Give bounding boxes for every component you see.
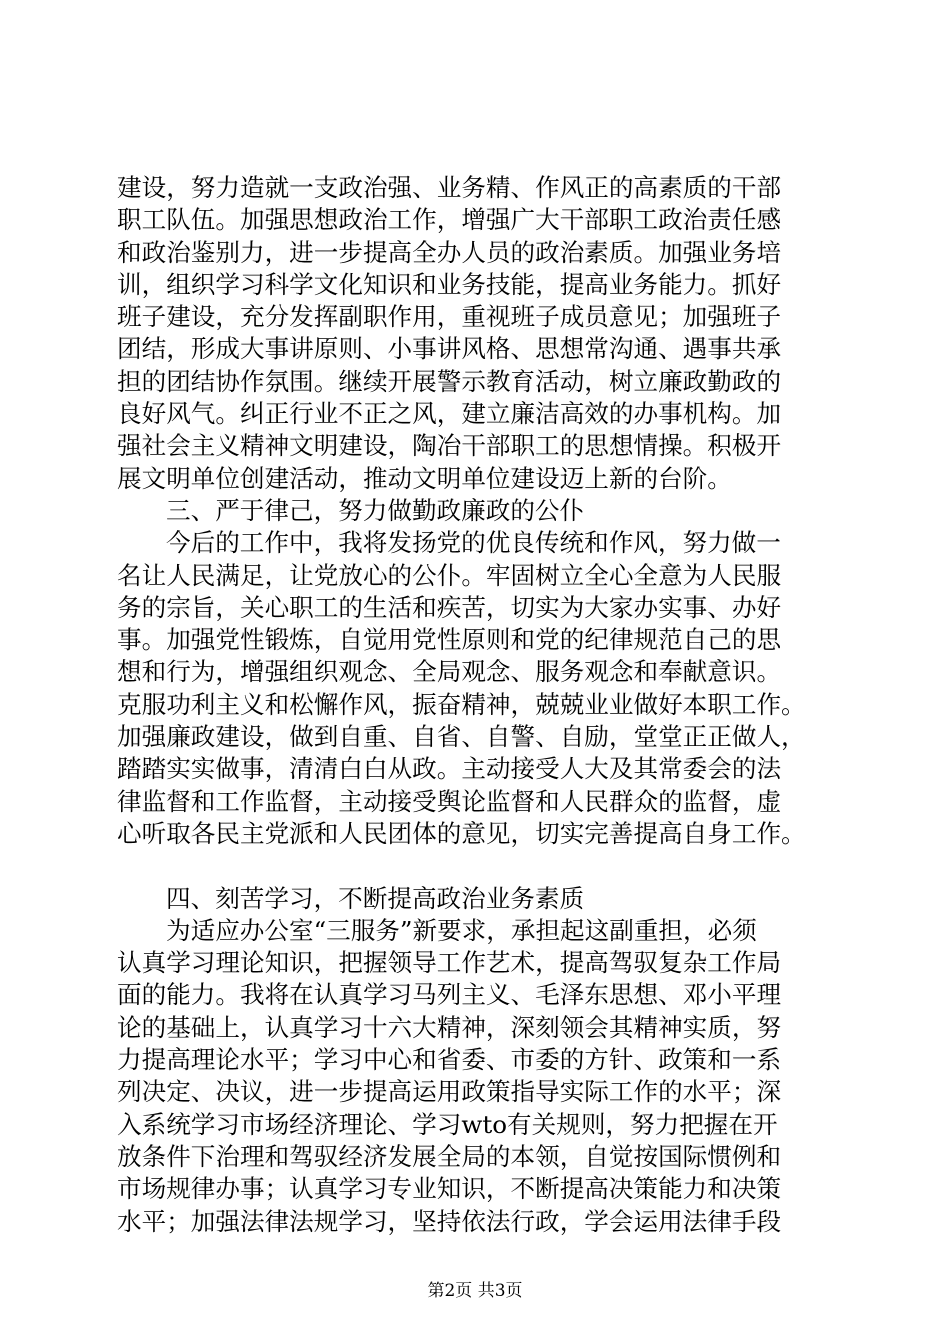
paragraph-line: 力提高理论水平；学习中心和省委、市委的方针、政策和一系 — [117, 1045, 782, 1075]
paragraph-line: 律监督和工作监督，主动接受舆论监督和人民群众的监督，虚 — [117, 786, 782, 816]
page-number-footer: 第2页 共3页 — [427, 1281, 523, 1301]
section-continuation — [117, 172, 857, 495]
paragraph-line: 为适应办公室“三服务”新要求，承担起这副重担，必须 — [166, 915, 757, 945]
section-four — [117, 883, 857, 1238]
paragraph-line: 今后的工作中，我将发扬党的优良传统和作风，努力做一 — [166, 528, 781, 558]
paragraph-line: 心听取各民主党派和人民团体的意见，切实完善提高自身工作。 — [117, 818, 806, 848]
section-heading: 三、严于律己，努力做勤政廉政的公仆 — [166, 495, 585, 525]
paragraph-line: 团结，形成大事讲原则、小事讲风格、思想常沟通、遇事共承 — [117, 334, 782, 364]
paragraph-gap — [117, 850, 857, 882]
paragraph-line: 放条件下治理和驾驭经济发展全局的本领，自觉按国际惯例和 — [117, 1141, 782, 1171]
document-body — [117, 172, 857, 1238]
paragraph-line: 论的基础上，认真学习十六大精神，深刻领会其精神实质，努 — [117, 1012, 782, 1042]
paragraph-line: 名让人民满足，让党放心的公仆。牢固树立全心全意为人民服 — [117, 560, 782, 590]
paragraph-line: 市场规律办事；认真学习专业知识，不断提高决策能力和决策 — [117, 1174, 782, 1204]
paragraph-line: 展文明单位创建活动，推动文明单位建设迈上新的台阶。 — [117, 463, 732, 493]
paragraph-line: 职工队伍。加强思想政治工作，增强广大干部职工政治责任感 — [117, 205, 782, 235]
paragraph-line: 踏踏实实做事，清清白白从政。主动接受人大及其常委会的法 — [117, 754, 782, 784]
paragraph-line: 良好风气。纠正行业不正之风，建立廉洁高效的办事机构。加 — [117, 399, 782, 429]
paragraph-line: 事。加强党性锻炼，自觉用党性原则和党的纪律规范自己的思 — [117, 625, 782, 655]
paragraph-line: 水平；加强法律法规学习，坚持依法行政，学会运用法律手段 — [117, 1206, 782, 1236]
paragraph-line: 担的团结协作氛围。继续开展警示教育活动，树立廉政勤政的 — [117, 366, 782, 396]
section-three — [117, 495, 857, 850]
paragraph-line: 务的宗旨，关心职工的生活和疾苦，切实为大家办实事、办好 — [117, 592, 782, 622]
paragraph-line: 列决定、决议，进一步提高运用政策指导实际工作的水平；深 — [117, 1077, 782, 1107]
paragraph-line: 入系统学习市场经济理论、学习wto有关规则，努力把握在开 — [117, 1109, 778, 1139]
paragraph-line: 建设，努力造就一支政治强、业务精、作风正的高素质的干部 — [117, 173, 782, 202]
paragraph-line: 面的能力。我将在认真学习马列主义、毛泽东思想、邓小平理 — [117, 980, 782, 1010]
paragraph-line: 克服功利主义和松懈作风，振奋精神，兢兢业业做好本职工作。 — [117, 689, 806, 719]
paragraph-line: 和政治鉴别力，进一步提高全办人员的政治素质。加强业务培 — [117, 237, 782, 267]
paragraph-line: 强社会主义精神文明建设，陶冶干部职工的思想情操。积极开 — [117, 431, 782, 461]
paragraph-line: 想和行为，增强组织观念、全局观念、服务观念和奉献意识。 — [117, 657, 782, 687]
paragraph-line: 班子建设，充分发挥副职作用，重视班子成员意见；加强班子 — [117, 302, 782, 332]
paragraph-line: 认真学习理论知识，把握领导工作艺术，提高驾驭复杂工作局 — [117, 948, 782, 978]
section-heading: 四、刻苦学习，不断提高政治业务素质 — [166, 883, 585, 913]
paragraph-line: 训，组织学习科学文化知识和业务技能，提高业务能力。抓好 — [117, 269, 782, 299]
paragraph-line: 加强廉政建设，做到自重、自省、自警、自励，堂堂正正做人， — [117, 722, 806, 752]
